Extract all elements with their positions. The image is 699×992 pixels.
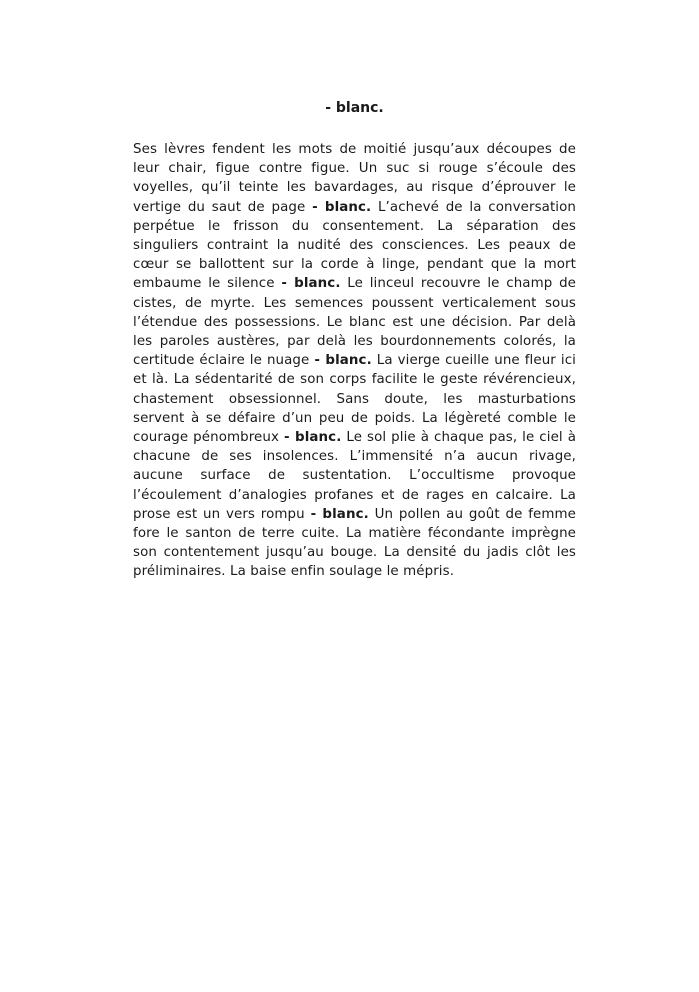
- poem-body: [133, 140, 576, 582]
- refrain-marker: - blanc.: [281, 276, 341, 292]
- text-segment: L’achevé de la conversation perpétue le frisson du consentement. La séparation des singuliers contraint la nudité des consciences. Les peaux de cœur se ballottent sur la corde à linge, pendant que la mort embaume le silence: [133, 199, 576, 292]
- refrain-marker: - blanc.: [283, 430, 342, 446]
- refrain-marker: - blanc.: [310, 506, 369, 522]
- text-segment: La vierge cueille une fleur ici et là. La sédentarité de son corps facilite le geste révérencieux, chastement obsessionnel. Sans doute, les masturbations servent à se défaire d’un peu de poids. La légèreté comble le courage pénombreux: [133, 353, 576, 446]
- text-segment: Un pollen au goût de femme fore le santon de terre cuite. La matière fécondante imprègne son contentement jusqu’au bouge. La densité du jadis clôt les préliminaires. La baise enfin soulage le mépris.: [133, 506, 577, 580]
- text-segment: Le sol plie à chaque pas, le ciel à chacune de ses insolences. L’immensité n’a aucun rivage, aucune surface de sustentation. L’occultisme provoque l’écoulement d’analogies profanes et de rages en calcaire. La prose est un vers rompu: [133, 430, 577, 522]
- text-segment: Ses lèvres fendent les mots de moitié jusqu’aux découpes de leur chair, figue contre figue. Un suc si rouge s’écoule des voyelles, qu’il teinte les bavardages, au risque d’éprouver le vertige du saut de page: [133, 142, 576, 215]
- poem-title: - blanc.: [325, 100, 384, 116]
- text-segment: Le linceul recouvre le champ de cistes, de myrte. Les semences poussent verticalement sous l’étendue des possessions. Le blanc est une décision. Par delà les paroles austères, par delà les bourdonnements colorés, la certitude éclaire le nuage: [133, 276, 577, 369]
- refrain-marker: - blanc.: [312, 199, 372, 215]
- refrain-marker: - blanc.: [314, 353, 372, 369]
